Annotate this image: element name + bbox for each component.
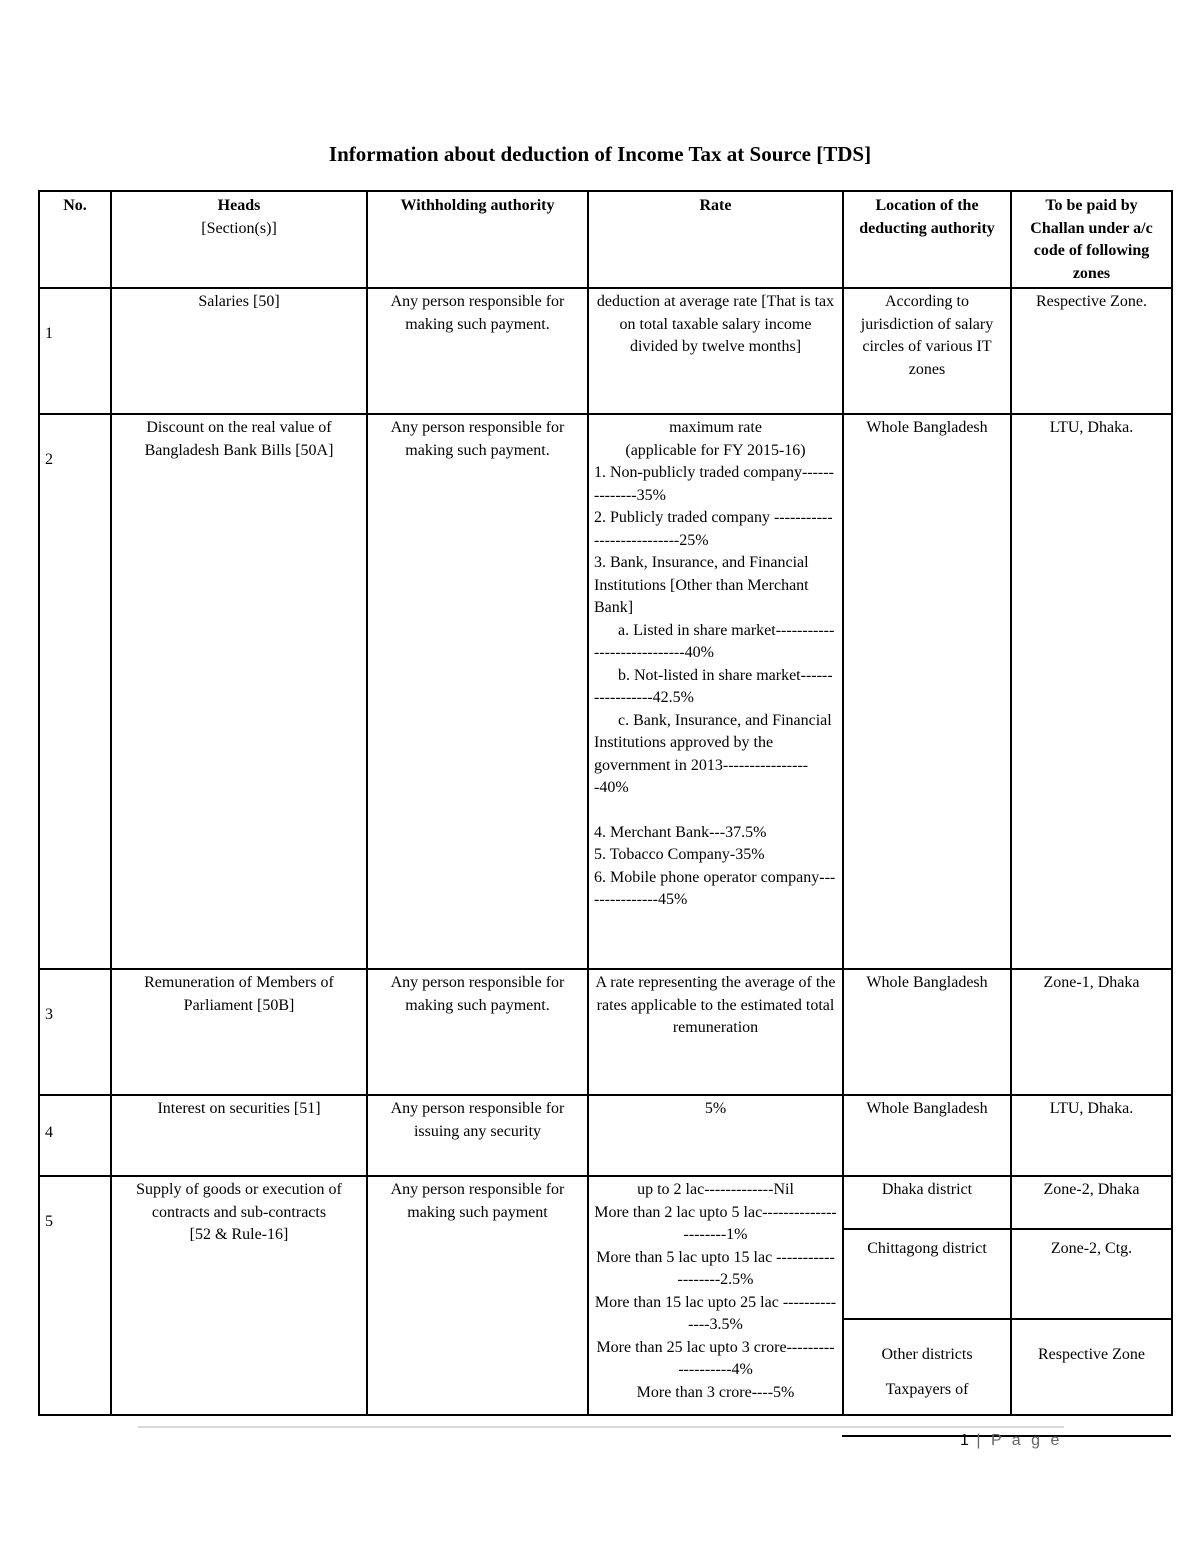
location-other-extra: Taxpayers of — [885, 1380, 969, 1398]
row-zone: Respective Zone. — [1011, 288, 1172, 414]
table-row — [39, 414, 1172, 969]
row-authority: Any person responsible for making such payment. — [367, 414, 588, 969]
table-row — [39, 1095, 1172, 1176]
page-number: 1 — [960, 1432, 969, 1449]
zone-other: Respective Zone — [1037, 1346, 1146, 1363]
rate-item: 1. Non-publicly traded company--------------35% — [594, 464, 834, 504]
row-authority: Any person responsible for making such payment. — [367, 969, 588, 1095]
footer-separator — [138, 1426, 1064, 1428]
row-heads: Remuneration of Members of Parliament [50B] — [111, 969, 367, 1095]
row-zone: LTU, Dhaka. — [1011, 1095, 1172, 1176]
row-location: Whole Bangladesh — [843, 969, 1011, 1095]
row-zone: Zone-1, Dhaka — [1011, 969, 1172, 1095]
header-no: No. — [39, 191, 111, 288]
row-rate: deduction at average rate [That is tax on total taxable salary income divided by twelve months] — [588, 288, 843, 414]
header-location: Location of the deducting authority — [843, 191, 1011, 288]
row-location — [843, 1176, 1011, 1415]
row-authority: Any person responsible for making such payment. — [367, 288, 588, 414]
location-chittagong: Chittagong district — [844, 1230, 1010, 1320]
rate-item: More than 15 lac upto 25 lac --------------3.5% — [594, 1293, 837, 1333]
row-number: 2 — [39, 414, 111, 969]
row-heads: Discount on the real value of Bangladesh Bank Bills [50A] — [111, 414, 367, 969]
rate-item: More than 25 lac upto 3 crore-------------------4% — [596, 1338, 835, 1378]
row-heads-section: [52 & Rule-16] — [189, 1226, 289, 1243]
row-location: According to jurisdiction of salary circles of various IT zones — [843, 288, 1011, 414]
row-rate: A rate representing the average of the rates applicable to the estimated total remuneration — [588, 969, 843, 1095]
header-heads-label: Heads — [217, 197, 261, 214]
rate-item: More than 2 lac upto 5 lac----------------------1% — [594, 1203, 837, 1243]
zone-chittagong: Zone-2, Ctg. — [1012, 1230, 1171, 1320]
row-number: 4 — [39, 1095, 111, 1176]
location-other-label: Other districts — [881, 1346, 973, 1363]
row-heads-text: Supply of goods or execution of contracts and sub-contracts — [136, 1181, 342, 1221]
row-authority: Any person responsible for issuing any security — [367, 1095, 588, 1176]
rate-item: 2. Publicly traded company ---------------------------25% — [594, 509, 833, 549]
rate-subtitle: (applicable for FY 2015-16) — [625, 441, 806, 459]
row-number: 1 — [39, 288, 111, 414]
header-paid-by: To be paid by Challan under a/c code of following zones — [1011, 191, 1172, 288]
row-heads: Interest on securities [51] — [111, 1095, 367, 1176]
row-number: 5 — [39, 1176, 111, 1415]
rate-item: More than 5 lac upto 15 lac -------------------2.5% — [596, 1248, 835, 1288]
page-label: | P a g e — [976, 1432, 1063, 1449]
header-rate: Rate — [588, 191, 843, 288]
rate-item: 3. Bank, Insurance, and Financial Institutions [Other than Merchant Bank] — [594, 554, 809, 616]
location-dhaka: Dhaka district — [844, 1177, 1010, 1230]
row-number: 3 — [39, 969, 111, 1095]
row-rate — [588, 1176, 843, 1415]
header-heads — [111, 191, 367, 288]
row-authority: Any person responsible for making such payment — [367, 1176, 588, 1415]
row-rate: 5% — [588, 1095, 843, 1176]
rate-item: 4. Merchant Bank---37.5% — [594, 823, 767, 841]
tds-table — [38, 190, 1173, 1416]
rate-item: c. Bank, Insurance, and Financial Institutions approved by the government in 2013-----------------40% — [594, 711, 832, 796]
rate-item: 5. Tobacco Company-35% — [594, 846, 765, 863]
table-row — [39, 1176, 1172, 1415]
row-zone: LTU, Dhaka. — [1011, 414, 1172, 969]
row-location: Whole Bangladesh — [843, 414, 1011, 969]
rate-item: a. Listed in share market----------------------------40% — [594, 621, 835, 661]
header-authority: Withholding authority — [367, 191, 588, 288]
row-rate — [588, 414, 843, 969]
rate-item: 6. Mobile phone operator company---------------45% — [594, 868, 836, 908]
table-row — [39, 288, 1172, 414]
location-other — [844, 1320, 1010, 1403]
row-heads — [111, 1176, 367, 1415]
rate-item: b. Not-listed in share market-----------------42.5% — [594, 666, 833, 706]
header-heads-section: [Section(s)] — [201, 219, 277, 237]
page-footer — [960, 1432, 1062, 1450]
rate-title: maximum rate — [669, 419, 762, 436]
document-title: Information about deduction of Income Tax at Source [TDS] — [328, 142, 872, 166]
header-row — [39, 191, 1172, 288]
row-location: Whole Bangladesh — [843, 1095, 1011, 1176]
rate-item: up to 2 lac-------------Nil — [637, 1181, 794, 1198]
table-row — [39, 969, 1172, 1095]
row-zone — [1011, 1176, 1172, 1415]
row-heads: Salaries [50] — [111, 288, 367, 414]
zone-dhaka: Zone-2, Dhaka — [1012, 1177, 1171, 1230]
rate-item: More than 3 crore----5% — [636, 1383, 795, 1401]
